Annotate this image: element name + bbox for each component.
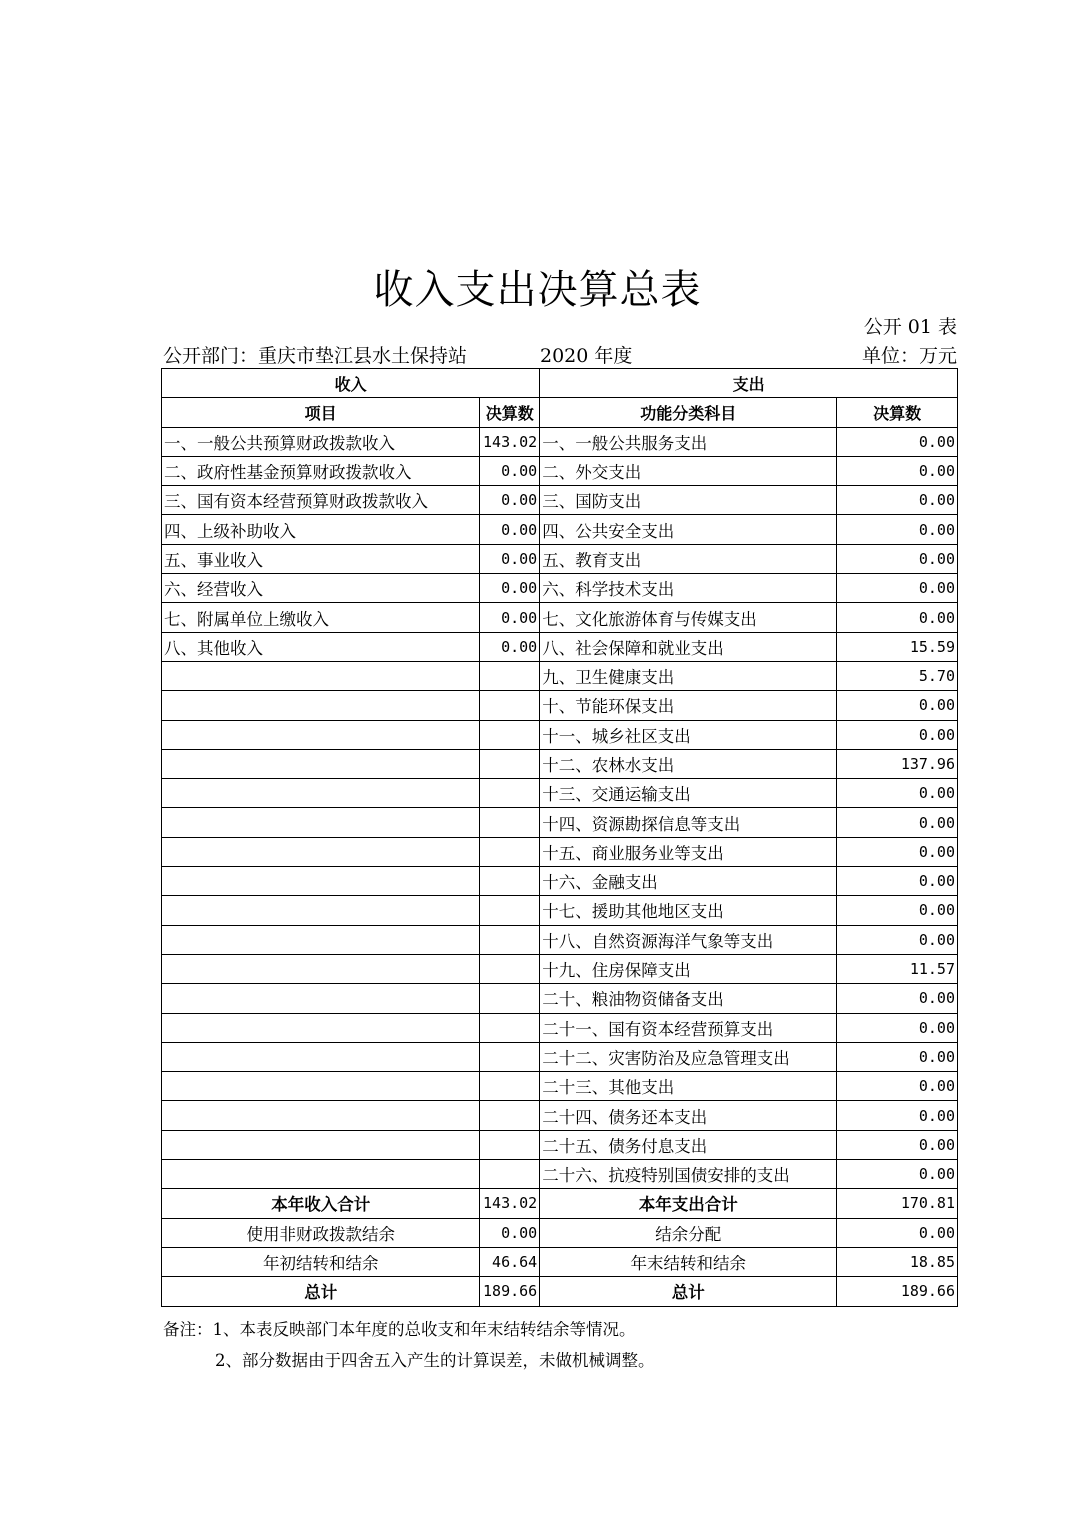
expense-item: 二十五、债务付息支出 [540, 1130, 837, 1159]
income-amount [480, 1160, 540, 1189]
table-row [162, 1072, 958, 1101]
income-item [162, 896, 480, 925]
summary-income-label: 总计 [162, 1277, 480, 1306]
col-amount2-header: 决算数 [837, 398, 958, 427]
table-row [162, 691, 958, 720]
income-item [162, 867, 480, 896]
expense-item: 一、一般公共服务支出 [540, 427, 837, 456]
expense-item: 二十、粮油物资储备支出 [540, 984, 837, 1013]
expense-item: 十四、资源勘探信息等支出 [540, 808, 837, 837]
summary-income-amount: 189.66 [480, 1277, 540, 1306]
table-row [162, 574, 958, 603]
col-amount-header: 决算数 [480, 398, 540, 427]
expense-item: 七、文化旅游体育与传媒支出 [540, 603, 837, 632]
summary-expense-amount: 189.66 [837, 1277, 958, 1306]
budget-table [161, 368, 958, 1307]
table-row [162, 867, 958, 896]
expense-amount: 0.00 [837, 867, 958, 896]
summary-expense-amount: 0.00 [837, 1218, 958, 1247]
expense-amount: 0.00 [837, 574, 958, 603]
expense-header: 支出 [540, 369, 958, 398]
expense-amount: 0.00 [837, 691, 958, 720]
expense-item: 十九、住房保障支出 [540, 954, 837, 983]
summary-income-label: 本年收入合计 [162, 1189, 480, 1218]
expense-amount: 0.00 [837, 1042, 958, 1071]
income-amount [480, 867, 540, 896]
table-row [162, 603, 958, 632]
expense-item: 十一、城乡社区支出 [540, 720, 837, 749]
table-row [162, 837, 958, 866]
table-row [162, 427, 958, 456]
table-row [162, 1130, 958, 1159]
column-header-row [162, 398, 958, 427]
income-header: 收入 [162, 369, 540, 398]
expense-item: 二十四、债务还本支出 [540, 1101, 837, 1130]
expense-amount: 0.00 [837, 779, 958, 808]
expense-item: 十七、援助其他地区支出 [540, 896, 837, 925]
expense-amount: 0.00 [837, 1130, 958, 1159]
expense-amount: 0.00 [837, 1101, 958, 1130]
table-row [162, 515, 958, 544]
expense-amount: 0.00 [837, 1013, 958, 1042]
col-function-header: 功能分类科目 [540, 398, 837, 427]
income-item: 八、其他收入 [162, 632, 480, 661]
income-item [162, 1072, 480, 1101]
income-amount: 0.00 [480, 603, 540, 632]
table-row [162, 808, 958, 837]
expense-amount: 0.00 [837, 486, 958, 515]
income-amount [480, 1013, 540, 1042]
table-row [162, 661, 958, 690]
expense-item: 六、科学技术支出 [540, 574, 837, 603]
income-item [162, 779, 480, 808]
expense-item: 八、社会保障和就业支出 [540, 632, 837, 661]
summary-expense-label: 总计 [540, 1277, 837, 1306]
income-item [162, 720, 480, 749]
expense-amount: 0.00 [837, 896, 958, 925]
income-item [162, 837, 480, 866]
income-amount [480, 1130, 540, 1159]
income-item [162, 661, 480, 690]
expense-item: 十三、交通运输支出 [540, 779, 837, 808]
income-amount [480, 1101, 540, 1130]
table-row [162, 1160, 958, 1189]
table-row [162, 896, 958, 925]
summary-income-label: 使用非财政拨款结余 [162, 1218, 480, 1247]
expense-item: 五、教育支出 [540, 544, 837, 573]
expense-amount: 5.70 [837, 661, 958, 690]
note-1: 备注：1、本表反映部门本年度的总收支和年末结转结余等情况。 [163, 1320, 636, 1339]
income-item: 七、附属单位上缴收入 [162, 603, 480, 632]
income-item [162, 1013, 480, 1042]
expense-amount: 0.00 [837, 427, 958, 456]
income-amount: 0.00 [480, 544, 540, 573]
unit-label: 单位：万元 [861, 345, 957, 367]
expense-amount: 0.00 [837, 720, 958, 749]
summary-income-amount: 143.02 [480, 1189, 540, 1218]
summary-expense-label: 年末结转和结余 [540, 1247, 837, 1276]
income-amount [480, 779, 540, 808]
department-label: 公开部门：重庆市垫江县水土保持站 [163, 345, 468, 367]
summary-expense-amount: 18.85 [837, 1247, 958, 1276]
income-amount [480, 1072, 540, 1101]
expense-item: 二十六、抗疫特别国债安排的支出 [540, 1160, 837, 1189]
expense-amount: 0.00 [837, 456, 958, 485]
table-row [162, 925, 958, 954]
summary-expense-amount: 170.81 [837, 1189, 958, 1218]
income-amount: 0.00 [480, 574, 540, 603]
income-item [162, 1101, 480, 1130]
year-label: 2020 年度 [540, 345, 633, 367]
summary-row [162, 1218, 958, 1247]
income-item [162, 1130, 480, 1159]
summary-row [162, 1277, 958, 1306]
income-item: 四、上级补助收入 [162, 515, 480, 544]
table-row [162, 749, 958, 778]
expense-item: 三、国防支出 [540, 486, 837, 515]
expense-item: 十六、金融支出 [540, 867, 837, 896]
expense-amount: 0.00 [837, 603, 958, 632]
income-item [162, 1042, 480, 1071]
income-amount [480, 749, 540, 778]
table-row [162, 1101, 958, 1130]
expense-item: 二十二、灾害防治及应急管理支出 [540, 1042, 837, 1071]
income-amount [480, 1042, 540, 1071]
expense-amount: 0.00 [837, 515, 958, 544]
summary-income-amount: 46.64 [480, 1247, 540, 1276]
notes [163, 1314, 655, 1376]
income-amount: 0.00 [480, 632, 540, 661]
income-amount [480, 896, 540, 925]
summary-income-label: 年初结转和结余 [162, 1247, 480, 1276]
summary-expense-label: 本年支出合计 [540, 1189, 837, 1218]
income-item [162, 808, 480, 837]
expense-item: 四、公共安全支出 [540, 515, 837, 544]
form-number: 公开 01 表 [863, 316, 957, 338]
expense-amount: 11.57 [837, 954, 958, 983]
summary-income-amount: 0.00 [480, 1218, 540, 1247]
income-item: 五、事业收入 [162, 544, 480, 573]
expense-item: 二十三、其他支出 [540, 1072, 837, 1101]
expense-amount: 0.00 [837, 837, 958, 866]
income-amount: 0.00 [480, 486, 540, 515]
income-amount [480, 925, 540, 954]
income-amount [480, 837, 540, 866]
expense-amount: 0.00 [837, 1072, 958, 1101]
note-2: 2、部分数据由于四舍五入产生的计算误差，未做机械调整。 [215, 1351, 655, 1370]
income-amount [480, 808, 540, 837]
expense-item: 十五、商业服务业等支出 [540, 837, 837, 866]
income-item [162, 749, 480, 778]
income-item [162, 984, 480, 1013]
table-row [162, 954, 958, 983]
income-item [162, 925, 480, 954]
income-amount [480, 661, 540, 690]
expense-item: 十八、自然资源海洋气象等支出 [540, 925, 837, 954]
expense-amount: 137.96 [837, 749, 958, 778]
table-row [162, 544, 958, 573]
expense-item: 二十一、国有资本经营预算支出 [540, 1013, 837, 1042]
table-row [162, 1042, 958, 1071]
income-item [162, 954, 480, 983]
income-amount: 143.02 [480, 427, 540, 456]
table-row [162, 632, 958, 661]
expense-amount: 0.00 [837, 984, 958, 1013]
income-amount [480, 954, 540, 983]
income-amount: 0.00 [480, 456, 540, 485]
income-amount [480, 984, 540, 1013]
income-item: 一、一般公共预算财政拨款收入 [162, 427, 480, 456]
table-row [162, 984, 958, 1013]
income-item: 三、国有资本经营预算财政拨款收入 [162, 486, 480, 515]
expense-amount: 0.00 [837, 544, 958, 573]
summary-expense-label: 结余分配 [540, 1218, 837, 1247]
table-row [162, 456, 958, 485]
table-row [162, 486, 958, 515]
table-row [162, 779, 958, 808]
expense-item: 十、节能环保支出 [540, 691, 837, 720]
page-title: 收入支出决算总表 [373, 267, 702, 313]
income-item: 二、政府性基金预算财政拨款收入 [162, 456, 480, 485]
income-item: 六、经营收入 [162, 574, 480, 603]
col-item-header: 项目 [162, 398, 480, 427]
table-row [162, 1013, 958, 1042]
expense-amount: 0.00 [837, 1160, 958, 1189]
income-item [162, 691, 480, 720]
summary-row [162, 1247, 958, 1276]
expense-amount: 0.00 [837, 925, 958, 954]
expense-item: 九、卫生健康支出 [540, 661, 837, 690]
meta-line [163, 341, 957, 367]
summary-row [162, 1189, 958, 1218]
expense-item: 十二、农林水支出 [540, 749, 837, 778]
expense-amount: 0.00 [837, 808, 958, 837]
income-amount [480, 691, 540, 720]
expense-amount: 15.59 [837, 632, 958, 661]
income-amount: 0.00 [480, 515, 540, 544]
income-item [162, 1160, 480, 1189]
income-amount [480, 720, 540, 749]
expense-item: 二、外交支出 [540, 456, 837, 485]
group-header-row [162, 369, 958, 398]
table-row [162, 720, 958, 749]
